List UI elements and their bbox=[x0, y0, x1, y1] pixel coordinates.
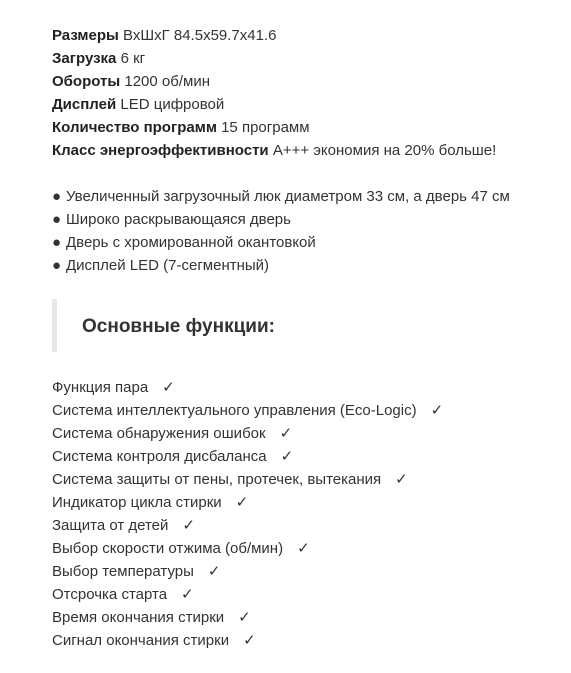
check-icon: ✓ bbox=[238, 608, 251, 626]
check-icon: ✓ bbox=[243, 631, 256, 649]
function-label: Сигнал окончания стирки bbox=[52, 632, 230, 649]
function-item bbox=[52, 606, 571, 629]
spec-value: A+++ экономия на 20% больше! bbox=[272, 142, 497, 159]
check-icon: ✓ bbox=[280, 447, 294, 465]
bullet-icon: ● bbox=[52, 188, 62, 205]
spec-row bbox=[52, 24, 571, 47]
product-description bbox=[52, 24, 571, 652]
check-icon: ✓ bbox=[235, 493, 249, 511]
spec-value: ВхШхГ 84.5х59.7х41.6 bbox=[123, 27, 277, 44]
function-item bbox=[52, 422, 571, 445]
feature-bullet-list bbox=[52, 185, 571, 277]
check-icon: ✓ bbox=[182, 516, 195, 534]
spec-row bbox=[52, 70, 571, 93]
section-title: Основные функции: bbox=[82, 316, 275, 337]
function-item bbox=[52, 468, 571, 491]
spec-label: Загрузка bbox=[52, 50, 117, 67]
bullet-text: Широко раскрывающаяся дверь bbox=[66, 211, 291, 228]
check-icon: ✓ bbox=[162, 378, 175, 396]
bullet-icon: ● bbox=[52, 257, 62, 274]
function-item bbox=[52, 537, 571, 560]
bullet-icon: ● bbox=[52, 211, 62, 228]
function-item bbox=[52, 583, 571, 606]
check-icon: ✓ bbox=[181, 585, 194, 603]
function-item bbox=[52, 514, 571, 537]
bullet-text: Увеличенный загрузочный люк диаметром 33 см, а дверь 47 см bbox=[66, 188, 510, 205]
function-label: Система интеллектуального управления (Eco-Logic) bbox=[52, 402, 417, 419]
function-label: Система защиты от пены, протечек, вытекания bbox=[52, 471, 382, 488]
bullet-text: Дверь с хромированной окантовкой bbox=[66, 234, 316, 251]
spec-label: Класс энергоэффективности bbox=[52, 142, 269, 159]
check-icon: ✓ bbox=[395, 470, 408, 488]
function-item bbox=[52, 376, 571, 399]
spec-label: Дисплей bbox=[52, 96, 117, 113]
function-item bbox=[52, 629, 571, 652]
bullet-item bbox=[52, 254, 571, 277]
function-item bbox=[52, 491, 571, 514]
function-label: Отсрочка старта bbox=[52, 586, 168, 603]
function-label: Выбор скорости отжима (об/мин) bbox=[52, 540, 284, 557]
function-item bbox=[52, 560, 571, 583]
function-label: Система контроля дисбаланса bbox=[52, 448, 267, 465]
bullet-icon: ● bbox=[52, 234, 62, 251]
spec-value: LED цифровой bbox=[120, 96, 225, 113]
spec-list bbox=[52, 24, 571, 162]
bullet-item bbox=[52, 208, 571, 231]
function-item bbox=[52, 445, 571, 468]
function-label: Защита от детей bbox=[52, 517, 169, 534]
check-icon: ✓ bbox=[279, 424, 293, 442]
spec-value: 1200 об/мин bbox=[124, 73, 210, 90]
check-icon: ✓ bbox=[207, 562, 221, 580]
function-item bbox=[52, 399, 571, 422]
function-label: Время окончания стирки bbox=[52, 609, 225, 626]
function-label: Функция пара bbox=[52, 379, 149, 396]
bullet-item bbox=[52, 185, 571, 208]
blockquote-bar bbox=[52, 299, 57, 352]
function-label: Индикатор цикла стирки bbox=[52, 494, 222, 511]
function-label: Система обнаружения ошибок bbox=[52, 425, 266, 442]
spec-value: 15 программ bbox=[221, 119, 310, 136]
bullet-item bbox=[52, 231, 571, 254]
function-list bbox=[52, 376, 571, 652]
spec-row bbox=[52, 139, 571, 162]
section-heading-block bbox=[52, 299, 571, 352]
function-label: Выбор температуры bbox=[52, 563, 194, 580]
bullet-text: Дисплей LED (7-сегментный) bbox=[66, 257, 270, 274]
spec-row bbox=[52, 93, 571, 116]
spec-label: Количество программ bbox=[52, 119, 217, 136]
spec-label: Обороты bbox=[52, 73, 121, 90]
spec-row bbox=[52, 47, 571, 70]
check-icon: ✓ bbox=[297, 539, 310, 557]
spec-row bbox=[52, 116, 571, 139]
check-icon: ✓ bbox=[430, 401, 444, 419]
spec-label: Размеры bbox=[52, 27, 119, 44]
spec-value: 6 кг bbox=[120, 50, 146, 67]
